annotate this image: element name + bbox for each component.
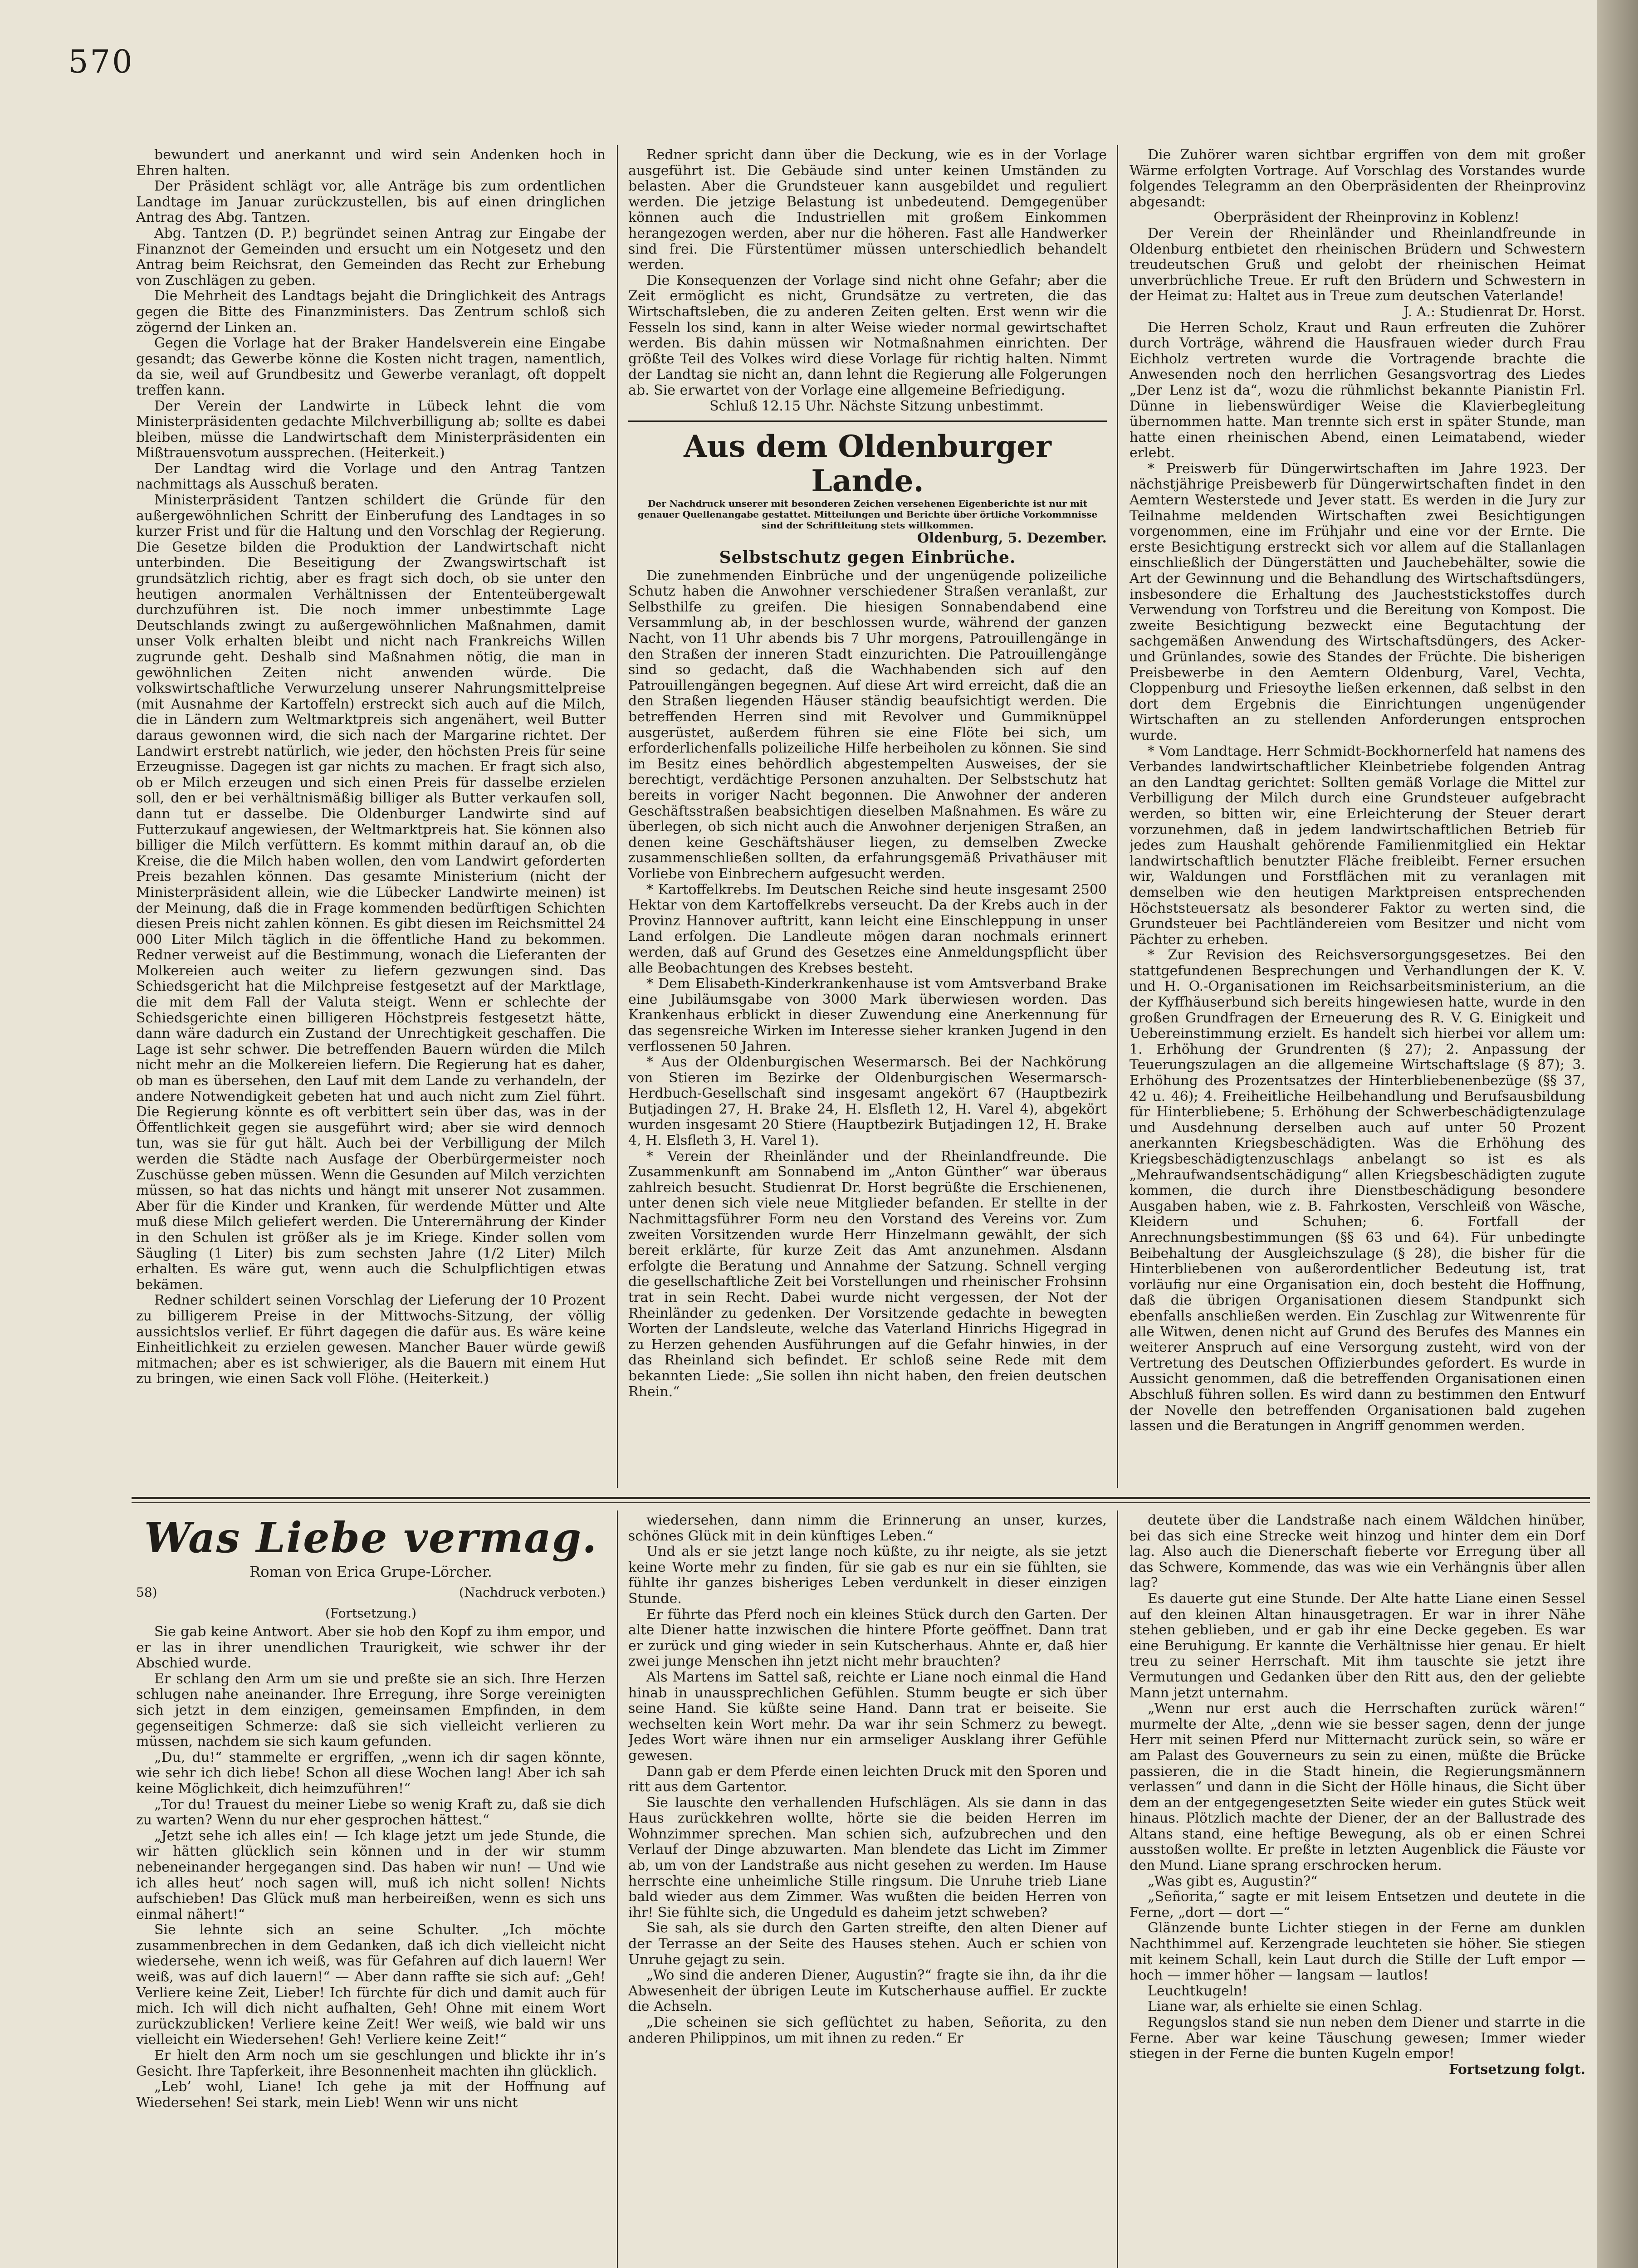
article-headline: Selbstschutz gegen Einbrüche.: [719, 547, 1016, 567]
novel-paragraph: Als Martens im Sattel saß, reichte er Liane noch einmal die Hand hinab in unaussprechlichen Gefühlen. Stumm beugte er sich über seine Hand. Sie küßte seine Hand. Dann trat er beiseite. Sie wechselten kein Wort mehr. Da war ihr sein Schmerz zu bewegt. Jedes Wort wäre ihnen nur ein armseliger Ausklang ihrer Gefühle gewesen.: [628, 1669, 1107, 1764]
paragraph: Die Konsequenzen der Vorlage sind nicht ohne Gefahr; aber die Zeit ermöglicht es nicht, Grundsätze zu vertreten, die das Wirtschaftsleben, die zu anderen Zeiten gelten. Erst wenn wir die Fesseln los sind, kann in alter Weise wieder normal gewirtschaftet werden. Bis dahin müssen wir Notmaßnahmen einrichten. Der größte Teil des Volkes wird diese Vorlage für richtig halten. Nimmt der Landtag sie nicht an, dann lehnt die Regierung alle Folgerungen ab. Sie erwartet von der Vorlage eine allgemeine Befriedigung.: [628, 272, 1107, 398]
novel-paragraph: Und als er sie jetzt lange noch küßte, zu ihr neigte, als sie jetzt keine Worte mehr zu finden, für sie gab es nur ein sie fühlten, sie fühlte ihr ganzes bisheriges Leben verdunkelt in dieser einzigen Stunde.: [628, 1544, 1107, 1607]
section-title: Aus dem Oldenburger Lande.: [684, 429, 1051, 499]
paragraph: Der Präsident schlägt vor, alle Anträge bis zum ordentlichen Landtage im Januar zurückzustellen, bis auf einen dringlichen Antrag des Abg. Tantzen.: [136, 178, 606, 226]
continuation-note: (Fortsetzung.): [325, 1606, 417, 1621]
paragraph: * Zur Revision des Reichsversorgungsgesetzes. Bei den stattgefundenen Besprechungen und Verhandlungen der K. V. und H. O.-Organisationen im Reichsarbeitsministerium, an die der Kyffhäuserbund sich bereits hingewiesen hatte, wurde in den großen Grundfragen der Erneuerung des R. V. G. Einigkeit und Uebereinstimmung erzielt. Es handelt sich hierbei vor allem um: 1. Erhöhung der Grundrenten (§ 27); 2. Anpassung der Teuerungszulagen an die allgemeine Wirtschaftslage (§ 87); 3. Erhöhung des Prozentsatzes der Hinterbliebenenbezüge (§§ 37, 42 u. 46); 4. Freiheitliche Heilbehandlung und Berufsausbildung für Hinterbliebene; 5. Erhöhung der Schwerbeschädigtenzulage und Ausdehnung derselben auch auf unter 50 Prozent anerkannten Kriegsbeschädigten. Was die Erhöhung des Kriegsbeschädigtenzuschlags anbelangt so ist es als „Mehraufwandsentschädigung“ allen Kriegsbeschädigten zugute kommen, die durch ihre Dienstbeschädigung besondere Ausgaben haben, wie z. B. Fahrkosten, Verschleiß von Wäsche, Kleidern und Schuhen; 6. Fortfall der Anrechnungsbestimmungen (§§ 63 und 64). Für unbedingte Beibehaltung der Ausgleichszulage (§ 28), die bisher für die Hinterbliebenen von außerordentlicher Bedeutung ist, trat vorläufig nur eine Organisation ein, doch besteht die Hoffnung, daß die übrigen Organisationen diesem Standpunkt sich ebenfalls anschließen werden. Ein Zuschlag zur Witwenrente für alle Witwen, denen nicht auf Grund des Berufes des Mannes ein weiterer Anspruch auf eine Versorgung zusteht, wird von der Vertretung des Deutschen Offizierbundes gefordert. Es wurde in Aussicht genommen, daß die betreffenden Organisationen einen Abschluß führen sollen. Es wird dann zu bestimmen den Entwurf der Novelle den betreffenden Organisationen bald zugehen lassen und die Beratungen in Angriff genommen werden.: [1129, 947, 1585, 1434]
novel-paragraph: deutete über die Landstraße nach einem Wäldchen hinüber, bei das sich eine Strecke weit hinzog und hinter dem ein Dorf lag. Also auch die Dienerschaft fieberte vor Erregung über all das Schwere, Kommende, das was wie ein Verhängnis über allen lag?: [1129, 1513, 1585, 1591]
novel-paragraph: Er schlang den Arm um sie und preßte sie an sich. Ihre Herzen schlugen nahe aneinander. Ihre Erregung, ihre Sorge vereinigten sich jetzt in dem einzigen, gemeinsamen Empfinden, in dem gegenseitigen Schmerze: daß sie sich vielleicht verlieren zu müssen, nachdem sie sich kaum gefunden.: [136, 1671, 606, 1750]
paragraph: Die Zuhörer waren sichtbar ergriffen von dem mit großer Wärme erfolgten Vortrage. Auf Vorschlag des Vorstandes wurde folgendes Telegramm an den Oberpräsidenten der Rheinprovinz abgesandt:: [1129, 147, 1585, 210]
novel-paragraph: „Du, du!“ stammelte er ergriffen, „wenn ich dir sagen könnte, wie sehr ich dich liebe! Schon all diese Wochen lang! Aber ich sah keine Möglichkeit, dich heimzuführen!“: [136, 1749, 606, 1797]
paragraph: Der Verein der Rheinländer und Rheinlandfreunde in Oldenburg entbietet den rheinischen Brüdern und Schwestern treudeutschen Gruß und gelobt der rheinischen Heimat unverbrüchliche Treue. Er ruft den Brüdern und Schwestern in der Heimat zu: Haltet aus in Treue zum deutschen Vaterlande!: [1129, 225, 1585, 304]
novel-paragraph: Er hielt den Arm noch um sie geschlungen und blickte ihr in’s Gesicht. Ihre Tapferkeit, ihre Besonnenheit machten ihn glücklich.: [136, 2048, 606, 2079]
paragraph: Abg. Tantzen (D. P.) begründet seinen Antrag zur Eingabe der Finanznot der Gemeinden und ersucht um ein Notgesetz und den Antrag beim Reichsrat, den Gemeinden das Recht zur Erhebung von Zuschlägen zu geben.: [136, 225, 606, 288]
novel-paragraph: „Leb’ wohl, Liane! Ich gehe ja mit der Hoffnung auf Wiedersehen! Sei stark, mein Lieb! Wenn wir uns nicht: [136, 2079, 606, 2111]
article-column-2: [628, 147, 1107, 1481]
novel-paragraph: Liane war, als erhielte sie einen Schlag.: [1148, 1999, 1423, 2015]
column-divider: [617, 145, 618, 1488]
reprint-note: Der Nachdruck unserer mit besonderen Zeichen versehenen Eigenberichte ist nur mit genauer Quellenangabe gestattet. Mitteilungen und Berichte über örtliche Vorkommnisse sind der Schriftleitung stets willkommen.: [637, 498, 1098, 531]
column-divider: [1117, 1510, 1118, 2268]
paragraph: * Kartoffelkrebs. Im Deutschen Reiche sind heute insgesamt 2500 Hektar von dem Kartoffelkrebs verseucht. Da der Krebs auch in der Provinz Hannover auftritt, kann leicht eine Einschleppung in unser Land erfolgen. Die Landleute mögen daran nochmals erinnert werden, daß auf Grund des Gesetzes eine Anmeldungspflicht über alle Beobachtungen des Krebses besteht.: [628, 881, 1107, 976]
novel-paragraph: Leuchtkugeln!: [1148, 1983, 1248, 1999]
novel-title: Was Liebe vermag.: [144, 1513, 598, 1562]
paragraph: Redner schildert seinen Vorschlag der Lieferung der 10 Prozent zu billigerem Preise in der Mittwochs-Sitzung, der völlig aussichtslos verlief. Er führt dagegen die dafür aus. Es wäre keine Einheitlichkeit zu erzielen gewesen. Mancher Bauer würde gewiß mitmachen; aber es ist schwieriger, als die Bauern mit einem Hut zu bringen, wie einen Sack voll Flöhe. (Heiterkeit.): [136, 1292, 606, 1387]
article-column-1: [136, 147, 606, 1481]
copyright-note: (Nachdruck verboten.): [459, 1585, 606, 1600]
novel-paragraph: „Jetzt sehe ich alles ein! — Ich klage jetzt um jede Stunde, die wir hätten glücklich sein können und in der wir stumm nebeneinander hergegangen sind. Das haben wir nun! — Und wie ich alles heut’ noch sagen will, muß ich nicht sollen! Nichts aufschieben! Das Glück muß man herbeireißen, wenn es sich uns einmal nähert!“: [136, 1828, 606, 1922]
novel-paragraph: „Die scheinen sie sich geflüchtet zu haben, Señorita, zu den anderen Philippinos, um mit ihnen zu reden.“ Er: [628, 2014, 1107, 2046]
paragraph: Schluß 12.15 Uhr. Nächste Sitzung unbestimmt.: [709, 398, 1044, 414]
novel-paragraph: Sie gab keine Antwort. Aber sie hob den Kopf zu ihm empor, und er las in ihrer unendlichen Traurigkeit, wie schwer ihr der Abschied wurde.: [136, 1624, 606, 1672]
novel-paragraph: „Señorita,“ sagte er mit leisem Entsetzen und deutete in die Ferne, „dort — dort —“: [1129, 1889, 1585, 1921]
novel-column-2: [628, 1513, 1107, 2268]
paragraph: Der Verein der Landwirte in Lübeck lehnt die vom Ministerpräsidenten gedachte Milchverbilligung ab; sollte es dabei bleiben, müsse die Landwirtschaft dem Ministerpräsidenten ein Mißtrauensvotum aussprechen. (Heiterkeit.): [136, 398, 606, 461]
novel-paragraph: „Tor du! Trauest du meiner Liebe so wenig Kraft zu, daß sie dich zu warten? Wenn du nur eher gesprochen hättest.“: [136, 1796, 606, 1828]
column-divider: [1117, 145, 1118, 1488]
paragraph: * Vom Landtage. Herr Schmidt-Bockhornerfeld hat namens des Verbandes landwirtschaftlicher Kleinbetriebe folgenden Antrag an den Landtag gerichtet: Sollten gemäß Vorlage die Mittel zur Verbilligung der Milch durch eine Grundsteuer aufgebracht werden, so bitten wir, eine Erleichterung der Steuer derart vorzunehmen, daß in jedem landwirtschaftlichen Betrieb für jedes zum Haushalt gehörende Familienmitglied ein Hektar landwirtschaftlich benutzter Fläche freibleibt. Ferner ersuchen wir, Waldungen und Forstflächen mit zu veranlagen mit demselben wie den heutigen Marktpreisen entsprechenden Höchststeuersatz als besonderer Faktor zu werten sind, die Grundsteuer bei Pachtländereien vom Besitzer und nicht vom Pächter zu erheben.: [1129, 743, 1585, 948]
paragraph: * Dem Elisabeth-Kinderkrankenhause ist vom Amtsverband Brake eine Jubiläumsgabe von 3000 Mark überwiesen worden. Das Krankenhaus erblickt in dieser Zuwendung eine Anerkennung für das segensreiche Wirken im Interesse sieher kranken Jugend in den verflossenen 50 Jahren.: [628, 976, 1107, 1055]
column-divider: [617, 1510, 618, 2268]
page-spine: [1597, 0, 1638, 2268]
novel-paragraph: Glänzende bunte Lichter stiegen in der Ferne am dunklen Nachthimmel auf. Kerzengrade leuchteten sie höher. Sie stiegen mit keinem Schall, kein Laut durch die Stille der Luft empor — hoch — immer höher — langsam — lautlos!: [1129, 1920, 1585, 1984]
paragraph: Die Herren Scholz, Kraut und Raun erfreuten die Zuhörer durch Vorträge, während die Hausfrauen wieder durch Frau Eichholz vertreten wurde die Vortragende brachte die Anwesenden noch den herrlichen Gesangsvortrag des Liedes „Der Lenz ist da“, wozu die rühmlichst bekannte Pianistin Frl. Dünne in liebenswürdiger Weise die Klavierbegleitung übernommen hatte. Man trennte sich erst in später Stunde, man hatte einen rheinischen Abend, einen Leimatabend, wieder erlebt.: [1129, 319, 1585, 461]
paragraph: * Preiswerb für Düngerwirtschaften im Jahre 1923. Der nächstjährige Preisbewerb für Düngerwirtschaften findet in den Aemtern Westerstede und Jever statt. Es werden in die Jury zur Teilnahme meldenden Wirtschaften zwei Besichtigungen vorgenommen, eine im Frühjahr und eine vor der Ernte. Die erste Besichtigung erstreckt sich vor allem auf die Stallanlagen einschließlich der Düngerstätten und Jauchebehälter, sowie die Art der Gewinnung und die Behandlung des Wirtschaftsdüngers, insbesondere die Erhaltung des Jaucheststickstoffes durch Verwendung von Torfstreu und die Bereitung von Kompost. Die zweite Besichtigung bezweckt eine Begutachtung der sachgemäßen Anwendung des Wirtschaftsdüngers, des Acker- und Grünlandes, sowie des Standes der Früchte. Die bisherigen Preisbewerbe in den Aemtern Oldenburg, Varel, Vechta, Cloppenburg und Friesoythe ließen erkennen, daß selbst in den dort dem Ergebnis die Einrichtungen ungenügender Wirtschaften an zu stellenden Anforderungen entsprochen wurde.: [1129, 460, 1585, 743]
novel-column-3: [1129, 1513, 1585, 2268]
novel-paragraph: Sie lehnte sich an seine Schulter. „Ich möchte zusammenbrechen in dem Gedanken, daß ich dich vielleicht nicht wiedersehe, wenn ich weiß, was für Gefahren auf dich lauern! Wer weiß, was auf dich lauern!“ — Aber dann raffte sie sich auf: „Geh! Verliere keine Zeit, Lieber! Ich fürchte für dich und damit auch für mich. Ich will dich nicht aufhalten, Geh! Ohne mit einem Wort zurückzublicken! Verliere keine Zeit! Wer weiß, wie bald wir uns vielleicht ein Wiedersehen! Geh! Verliere keine Zeit!“: [136, 1922, 606, 2048]
novel-author: Roman von Erica Grupe-Lörcher.: [249, 1563, 492, 1580]
paragraph: * Aus der Oldenburgischen Wesermarsch. Bei der Nachkörung von Stieren im Bezirke der Oldenburgischen Wesermarsch-Herdbuch-Gesellschaft sind insgesamt angekört 67 (Hauptbezirk Butjadingen 27, H. Brake 24, H. Elsfleth 12, H. Varel 4), abgekört wurden insgesamt 20 Stiere (Hauptbezirk Butjadingen 12, H. Brake 4, H. Elsfleth 3, H. Varel 1).: [628, 1054, 1107, 1149]
novel-paragraph: „Wenn nur erst auch die Herrschaften zurück wären!“ murmelte der Alte, „denn wie sie besser sagen, denn der junge Herr mit seinen Pferd nur Mitternacht zurück sein, so wäre er am Palast des Gouverneurs zu sein zu einen, müßte die Brücke passieren, die in die Stadt hinein, die Regierungsmännern verlassen“ und dann in die Sicht der Hölle hinaus, die Sicht über dem an der entgegengesetzten Seite wieder ein gutes Stück weit hinaus. Plötzlich machte der Diener, der an der Ballustrade des Altans stand, eine heftige Bewegung, als ob er einen Schrei ausstoßen wollte. Er preßte in letzten Augenblick die Fäuste vor den Mund. Liane sprang erschrocken herum.: [1129, 1701, 1585, 1874]
novel-paragraph: Es dauerte gut eine Stunde. Der Alte hatte Liane einen Sessel auf den kleinen Altan hinausgetragen. Er war in ihrer Nähe stehen geblieben, und er gab ihr eine Decke gegeben. Es war eine Beruhigung. Er kannte die Verhältnisse hier genau. Er hielt treu zu seiner Herrschaft. Mit ihm tauschte sie jetzt ihre Vermutungen und Gedanken über den Ritt aus, den der geliebte Mann jetzt unternahm.: [1129, 1590, 1585, 1701]
novel-column-1: [136, 1513, 606, 2268]
feuilleton-divider-thin: [132, 1502, 1590, 1503]
novel-paragraph: „Wo sind die anderen Diener, Augustin?“ fragte sie ihn, da ihr die Abwesenheit der übrigen Leute im Kutscherhause auffiel. Er zuckte die Achseln.: [628, 1967, 1107, 2015]
novel-paragraph: Sie sah, als sie durch den Garten streifte, den alten Diener auf der Terrasse an der Seite des Hauses stehen. Auch er schien von Unruhe gejagt zu sein.: [628, 1920, 1107, 1968]
dateline: Oldenburg, 5. Dezember.: [917, 530, 1107, 547]
paragraph: Oberpräsident der Rheinprovinz in Koblenz!: [1213, 210, 1520, 226]
novel-paragraph: Fortsetzung folgt.: [1449, 2061, 1585, 2077]
paragraph: Die zunehmenden Einbrüche und der ungenügende polizeiliche Schutz haben die Anwohner verschiedener Straßen veranlaßt, zur Selbsthilfe zu greifen. Die hiesigen Sonnabendabend eine Versammlung ab, in der beschlossen wurde, während der ganzen Nacht, von 11 Uhr abends bis 7 Uhr morgens, Patrouillengänge in den Straßen der inneren Stadt einzurichten. Die Patrouillengänge sind so gedacht, daß die Wachhabenden sich auf den Patrouillengängen begegnen. Auf diese Art wird erreicht, daß die an den Straßen liegenden Häuser ständig beaufsichtigt werden. Die betreffenden Herren sind mit Revolver und Gummiknüppel ausgerüstet, außerdem führen sie eine Flöte bei sich, um erforderlichenfalls polizeiliche Hilfe herbeiholen zu können. Sie sind im Besitz eines behördlich abgestempelten Ausweises, der sie berechtigt, verdächtige Personen anzuhalten. Der Selbstschutz hat bereits in voriger Nacht begonnen. Die Anwohner der anderen Geschäftsstraßen beabsichtigen dieselben Maßnahmen. Es wäre zu überlegen, ob sich nicht auch die Anwohner derjenigen Straßen, an denen keine Geschäftshäuser liegen, zu demselben Zwecke zusammenschließen sollten, da erfahrungsgemäß Privathäuser mit Vorliebe von Einbrechern aufgesucht werden.: [628, 567, 1107, 882]
installment-number: 58): [136, 1585, 157, 1600]
paragraph: * Verein der Rheinländer und der Rheinlandfreunde. Die Zusammenkunft am Sonnabend im „Anton Günther“ war überaus zahlreich besucht. Studienrat Dr. Horst begrüßte die Erschienenen, unter denen sich viele neue Mitglieder befanden. Er stellte in der Nachmittagsführer Form neu den Vorstand des Vereins vor. Zum zweiten Vorsitzenden wurde Herr Hinzelmann gewählt, der sich bereit erklärte, für kurze Zeit das Amt anzunehmen. Alsdann erfolgte die Beratung und Annahme der Satzung. Schnell verging die gesellschaftliche Zeit bei Vorstellungen und rheinischer Frohsinn trat in sein Recht. Dabei wurde nicht vergessen, der Not der Rheinländer zu gedenken. Der Vorsitzende gedachte in bewegten Worten der Landsleute, welche das Vaterland Hinrichs Higegrad in zu Herzen gehenden Ausführungen auf die Gefahr hinwies, in der das Rheinland sich befindet. Er schloß seine Rede mit dem bekannten Liede: „Sie sollen ihn nicht haben, den freien deutschen Rhein.“: [628, 1148, 1107, 1400]
paragraph: Der Landtag wird die Vorlage und den Antrag Tantzen nachmittags als Ausschuß beraten.: [136, 460, 606, 493]
paragraph: Die Mehrheit des Landtags bejaht die Dringlichkeit des Antrags gegen die Bitte des Finanzministers. Das Zentrum schloß sich zögernd der Linken an.: [136, 288, 606, 336]
novel-paragraph: „Was gibt es, Augustin?“: [1148, 1873, 1318, 1889]
paragraph: Ministerpräsident Tantzen schildert die Gründe für den außergewöhnlichen Schritt der Einberufung des Landtages in so kurzer Frist und für die Haltung und den Vorschlag der Regierung. Die Gesetze bilden die Produktion der Landwirtschaft nicht unterbinden. Die Beseitigung der Zwangswirtschaft ist grundsätzlich richtig, aber es fragt sich doch, ob sie unter den heutigen anormalen Verhältnissen der Ententeübergewalt durchzuführen ist. Die noch immer unbestimmte Lage Deutschlands zwingt zu außergewöhnlichen Maßnahmen, damit unser Volk erhalten bleibt und nicht nach Frankreichs Willen zugrunde geht. Deshalb sind Maßnahmen nötig, die man in gewöhnlichen Zeiten nicht anwenden würde. Die volkswirtschaftliche Verwurzelung unserer Nahrungsmittelpreise (mit Ausnahme der Kartoffeln) erstreckt sich auch auf die Milch, die in Ländern zum Weltmarktpreis sich angenähert, weil Butter daraus gewonnen wird, die sich nach der Margarine richtet. Der Landwirt erstrebt natürlich, wie jeder, den höchsten Preis für seine Erzeugnisse. Dagegen ist gar nichts zu machen. Er fragt sich also, ob er Milch erzeugen und sich einen Preis für dasselbe erzielen soll, den er bei verhältnismäßig billiger als Butter verkaufen soll, dann tut er dasselbe. Die Oldenburger Landwirte sind auf Futterzukauf angewiesen, der Weltmarktpreis hat. Sie können also billiger die Milch verfüttern. Es kommt mithin darauf an, ob die Kreise, die die Milch haben wollen, den vom Landwirt geforderten Preis bezahlen können. Das gesamte Ministerium (nicht der Ministerpräsident allein, wie die Lübecker Landwirte meinen) ist der Meinung, daß die in Frage kommenden bedürftigen Schichten diesen Preis nicht zahlen können. Es gibt diesen im Reichsmittel 24 000 Liter Milch täglich in die öffentliche Hand zu bekommen. Redner verweist auf die Bestimmung, wonach die Lieferanten der Molkereien auch weiter zu liefern gezwungen sind. Das Schiedsgericht hat die Milchpreise festgesetzt auf der Marktlage, die mit dem Fall der Valuta steigt. Wenn er schlechte der Schiedsgerichte einen billigeren Höchstpreis festgesetzt hätte, dann wäre dadurch ein Zustand der Unrechtigkeit geschaffen. Die Lage ist sehr schwer. Die betreffenden Bauern würden die Milch nicht mehr an die Molkereien liefern. Die Regierung hat es daher, ob man es übersehen, den Lauf mit dem Lande zu verhandeln, der andere Notwendigkeit gebeten hat und auch nicht zum Ziel führt. Die Regierung könnte es oft verbittert sein über das, was in der Öffentlichkeit gegen sie ausgeführt wird; aber sie wird dennoch tun, was sie für gut hält. Auch bei der Verbilligung der Milch werden die Städte nach Ausfage der Oberbürgermeister noch Zuschüsse geben müssen. Wenn die Gesunden auf Milch verzichten müssen, so hat das nichts und hängt mit unserer Not zusammen. Aber für die Kinder und Kranken, für werdende Mütter und Alte muß diese Milch geliefert werden. Die Unterernährung der Kinder in den Schulen ist größer als je im Kriege. Kinder sollen vom Säugling (1 Liter) bis zum sechsten Jahre (1/2 Liter) Milch erhalten. Es wäre gut, wenn auch die Schulpflichtigen etwas bekämen.: [136, 492, 606, 1293]
section-divider: [628, 420, 1107, 422]
novel-paragraph: wiedersehen, dann nimm die Erinnerung an unser, kurzes, schönes Glück mit in dein künftiges Leben.“: [628, 1513, 1107, 1544]
feuilleton-divider: [132, 1497, 1590, 1499]
novel-paragraph: Sie lauschte den verhallenden Hufschlägen. Als sie dann in das Haus zurückkehren wollte, hörte sie die beiden Herren im Wohnzimmer sprechen. Man schien sich, aufzubrechen und den Verlauf der Dinge abzuwarten. Man blendete das Licht im Zimmer ab, um von der Landstraße aus nicht gesehen zu werden. Im Hause herrschte eine unheimliche Stille ringsum. Die Unruhe trieb Liane bald wieder aus dem Zimmer. Was wußten die beiden Herren von ihr! Sie fühlte sich, die Ungeduld es daheim jetzt schweben?: [628, 1794, 1107, 1921]
novel-paragraph: Dann gab er dem Pferde einen leichten Druck mit den Sporen und ritt aus dem Gartentor.: [628, 1763, 1107, 1795]
paragraph: Gegen die Vorlage hat der Braker Handelsverein eine Eingabe gesandt; das Gewerbe könne die Kosten nicht tragen, namentlich, da sie, weil auf Grundbesitz und Gewerbe veranlagt, oft doppelt treffen kann.: [136, 335, 606, 398]
novel-paragraph: Er führte das Pferd noch ein kleines Stück durch den Garten. Der alte Diener hatte inzwischen die hintere Pforte geöffnet. Dann trat er zurück und ging wieder in sein Kutscherhaus. Ahnte er, daß hier zwei junge Menschen ihn jetzt nicht mehr brauchten?: [628, 1606, 1107, 1670]
paragraph: Redner spricht dann über die Deckung, wie es in der Vorlage ausgeführt ist. Die Gebäude sind unter keinen Umständen zu belasten. Aber die Grundsteuer kann ausgebildet und reguliert werden. Die jetzige Belastung ist unbedeutend. Demgegenüber können auch die Industriellen mit großem Einkommen herangezogen werden, aber nur die höheren. Fast alle Handwerker sind frei. Die Fürstentümer müssen unterschiedlich behandelt werden.: [628, 147, 1107, 273]
paragraph: bewundert und anerkannt und wird sein Andenken hoch in Ehren halten.: [136, 147, 606, 179]
novel-paragraph: Regungslos stand sie nun neben dem Diener und starrte in die Ferne. Aber war keine Täuschung gewesen; Immer wieder stiegen in der Ferne die bunten Kugeln empor!: [1129, 2014, 1585, 2062]
paragraph: J. A.: Studienrat Dr. Horst.: [1403, 303, 1585, 320]
page-number: 570: [68, 43, 134, 80]
article-column-3: [1129, 147, 1585, 1481]
